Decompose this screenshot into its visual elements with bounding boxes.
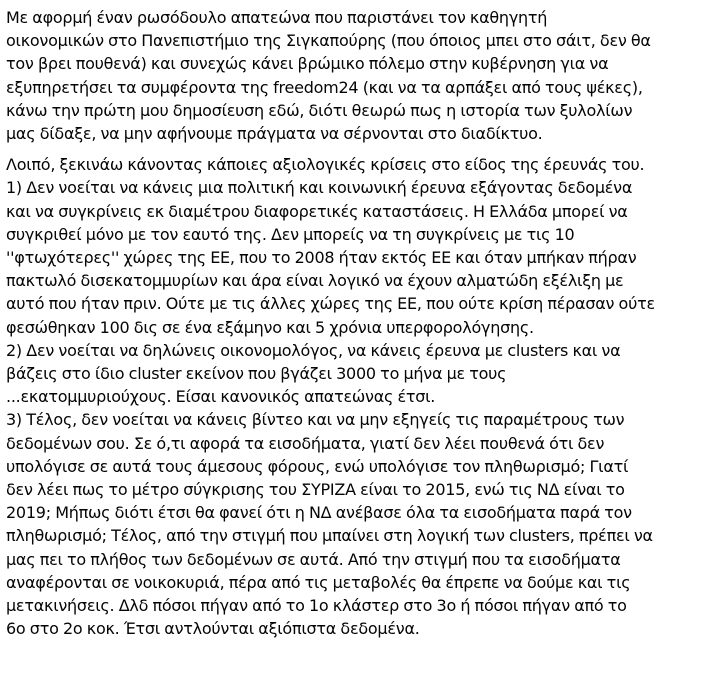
text-line: ...εκατομμυριούχους. Είσαι κανονικός απατεώνας έτσι. [6, 387, 436, 407]
text-line: δεν λέει πως το μέτρο σύγκρισης του ΣΥΡΙΖΑ είναι το 2015, ενώ τις ΝΔ είναι το [6, 480, 625, 500]
text-line: υπολόγισε σε αυτά τους άμεσους φόρους, ενώ υπολόγισε τον πληθωρισμό; Γιατί [6, 456, 629, 476]
text-line: μας πει το πλήθος των δεδομένων σε αυτά. Από την στιγμή που τα εισοδήματα [6, 549, 621, 569]
text-line: οικονομικών στο Πανεπιστήμιο της Σιγκαπούρης (που όποιος μπει στο σάιτ, δεν θα [6, 31, 651, 51]
argument-paragraph [6, 153, 709, 640]
text-line: μετακινήσεις. Δλδ πόσοι πήγαν από το 1ο κλάστερ στο 3ο ή πόσοι πήγαν από το [6, 596, 627, 616]
text-line: δεδομένων σου. Σε ό,τι αφορά τα εισοδήματα, γιατί δεν λέει πουθενά ότι δεν [6, 433, 605, 453]
text-line: μας δίδαξε, να μην αφήνουμε πράγματα να σέρνονται στο διαδίκτυο. [6, 124, 543, 144]
text-line: βάζεις στο ίδιο cluster εκείνον που βγάζει 3000 το μήνα με τους [6, 364, 507, 384]
text-line: και να συγκρίνεις εκ διαμέτρου διαφορετικές καταστάσεις. Η Ελλάδα μπορεί να [6, 201, 628, 221]
text-line: αναφέρονται σε νοικοκυριά, πέρα από τις μεταβολές θα έπρεπε να δούμε και τις [6, 572, 631, 592]
intro-paragraph [6, 6, 709, 145]
text-line: εξυπηρετήσει τα συμφέροντα της freedom24 (και να τα αρπάξει από τους ψέκες), [6, 77, 643, 97]
text-line: αυτό που ήταν πριν. Ούτε με τις άλλες χώρες της ΕΕ, που ούτε κρίση πέρασαν ούτε [6, 294, 655, 314]
text-line: ''φτωχότερες'' χώρες της ΕΕ, που το 2008 ήταν εκτός ΕΕ και όταν μπήκαν πήραν [6, 248, 637, 268]
text-line: συγκριθεί μόνο με τον εαυτό της. Δεν μπορείς να τη συγκρίνεις με τις 10 [6, 224, 575, 244]
text-line: Με αφορμή έναν ρωσόδουλο απατεώνα που παριστάνει τον καθηγητή [6, 8, 548, 27]
text-line: 1) Δεν νοείται να κάνεις μια πολιτική και κοινωνική έρευνα εξάγοντας δεδομένα [6, 178, 633, 198]
text-line: 3) Τέλος, δεν νοείται να κάνεις βίντεο και να μην εξηγείς τις παραμέτρους των [6, 410, 625, 430]
text-line: Λοιπό, ξεκινάω κάνοντας κάποιες αξιολογικές κρίσεις στο είδος της έρευνάς του. [6, 155, 645, 175]
text-line: τον βρει πουθενά) και συνεχώς κάνει βρώμικο πόλεμο στην κυβέρνηση για να [6, 54, 609, 74]
text-line: 2019; Μήπως διότι έτσι θα φανεί ότι η ΝΔ ανέβασε όλα τα εισοδήματα παρά τον [6, 503, 632, 523]
text-line: 2) Δεν νοείται να δηλώνεις οικονομολόγος, να κάνεις έρευνα με clusters και να [6, 340, 621, 360]
text-line: πακτωλό δισεκατομμυρίων και άρα είναι λογικό να έχουν αλματώδη εξέλιξη με [6, 271, 624, 291]
text-line: πληθωρισμό; Τέλος, από την στιγμή που μπαίνει στη λογική των clusters, πρέπει να [6, 526, 653, 546]
text-line: κάνω την πρώτη μου δημοσίευση εδώ, διότι θεωρώ πως η ιστορία των ξυλολίων [6, 100, 633, 120]
text-line: 6ο στο 2ο κοκ. Έτσι αντλούνται αξιόπιστα δεδομένα. [6, 619, 420, 639]
text-line: φεσώθηκαν 100 δις σε ένα εξάμηνο και 5 χρόνια υπερφορολόγησης. [6, 317, 534, 337]
